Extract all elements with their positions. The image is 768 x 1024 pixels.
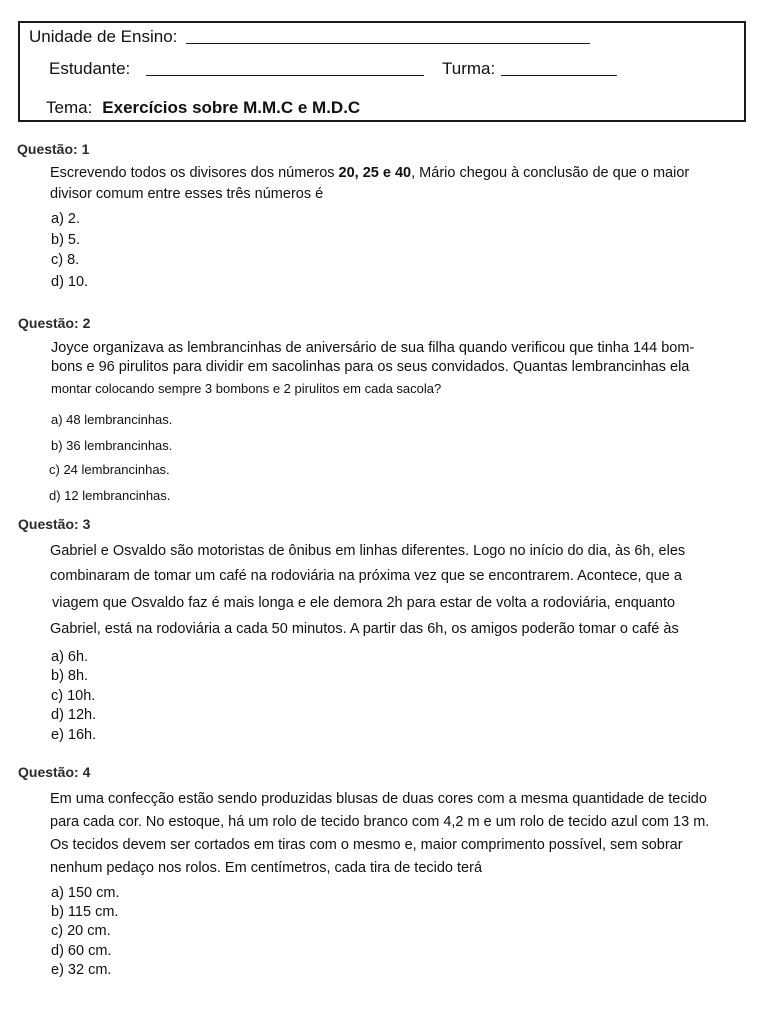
q4-option-c[interactable]: c) 20 cm. — [51, 923, 111, 939]
q2-option-c[interactable]: c) 24 lembrancinhas. — [49, 462, 170, 477]
q3-option-c[interactable]: c) 10h. — [51, 688, 96, 704]
turma-label: Turma: — [442, 59, 496, 78]
estudante-field[interactable] — [146, 75, 424, 76]
question-2-title: Questão: 2 — [18, 315, 91, 331]
q4-option-d[interactable]: d) 60 cm. — [51, 943, 112, 959]
question-2-text-line: bons e 96 pirulitos para dividir em sacolinhas para os seus convidados. Quantas lembrancinhas ela — [51, 359, 690, 375]
turma-field[interactable] — [501, 75, 617, 76]
tema-title: Exercícios sobre M.M.C e M.D.C — [102, 98, 361, 117]
tema-row — [46, 98, 360, 118]
q1-option-b[interactable]: b) 5. — [51, 232, 81, 248]
question-4-text-line: nenhum pedaço nos rolos. Em centímetros, cada tira de tecido terá — [50, 860, 483, 876]
unidade-field[interactable] — [186, 43, 590, 44]
q1-option-d[interactable]: d) 10. — [51, 274, 89, 290]
q4-option-b[interactable]: b) 115 cm. — [51, 904, 119, 920]
q3-option-a[interactable]: a) 6h. — [51, 649, 89, 665]
question-4-text-line: Em uma confecção estão sendo produzidas blusas de duas cores com a mesma quantidade de tecido — [50, 791, 707, 807]
q2-option-a[interactable]: a) 48 lembrancinhas. — [51, 412, 173, 427]
q1-line1-post: , Mário chegou à conclusão de que o maior — [411, 165, 690, 181]
q3-option-d[interactable]: d) 12h. — [51, 707, 97, 723]
q2-option-d[interactable]: d) 12 lembrancinhas. — [49, 488, 171, 503]
q1-line1-numbers: 20, 25 e 40 — [338, 165, 412, 181]
question-4-title: Questão: 4 — [18, 764, 91, 780]
question-4-text-line: para cada cor. No estoque, há um rolo de tecido branco com 4,2 m e um rolo de tecido azul com 13 m. — [50, 814, 710, 830]
question-1-text-line: divisor comum entre esses três números é — [50, 186, 324, 202]
question-1-title: Questão: 1 — [17, 141, 90, 157]
estudante-label: Estudante: — [49, 59, 131, 78]
question-3-title: Questão: 3 — [18, 516, 91, 532]
q4-option-e[interactable]: e) 32 cm. — [51, 962, 112, 978]
question-2-text-line: montar colocando sempre 3 bombons e 2 pirulitos em cada sacola? — [51, 381, 442, 396]
question-3-text-line: Gabriel, está na rodoviária a cada 50 minutos. A partir das 6h, os amigos poderão tomar o café às — [50, 621, 679, 637]
question-3-text-line: viagem que Osvaldo faz é mais longa e ele demora 2h para estar de volta a rodoviária, enquanto — [52, 595, 676, 611]
unidade-label: Unidade de Ensino: — [29, 27, 178, 46]
question-3-text-line: Gabriel e Osvaldo são motoristas de ônibus em linhas diferentes. Logo no início do dia, às 6h, eles — [50, 543, 686, 559]
question-4-text-line: Os tecidos devem ser cortados em tiras com o mesmo e, maior comprimento possível, sem sobrar — [50, 837, 683, 853]
q4-option-a[interactable]: a) 150 cm. — [51, 885, 120, 901]
q1-option-c[interactable]: c) 8. — [51, 252, 80, 268]
question-2-text-line: Joyce organizava as lembrancinhas de aniversário de sua filha quando verificou que tinha 144 bom- — [51, 340, 695, 356]
tema-label: Tema: — [46, 98, 93, 117]
q1-option-a[interactable]: a) 2. — [51, 211, 81, 227]
q3-option-e[interactable]: e) 16h. — [51, 727, 97, 743]
q2-option-b[interactable]: b) 36 lembrancinhas. — [51, 438, 173, 453]
question-1-text-line — [50, 163, 689, 184]
q1-line1-pre: Escrevendo todos os divisores dos números — [50, 165, 339, 181]
question-3-text-line: combinaram de tomar um café na rodoviária na próxima vez que se encontrarem. Acontece, que a — [50, 568, 682, 584]
q3-option-b[interactable]: b) 8h. — [51, 668, 89, 684]
